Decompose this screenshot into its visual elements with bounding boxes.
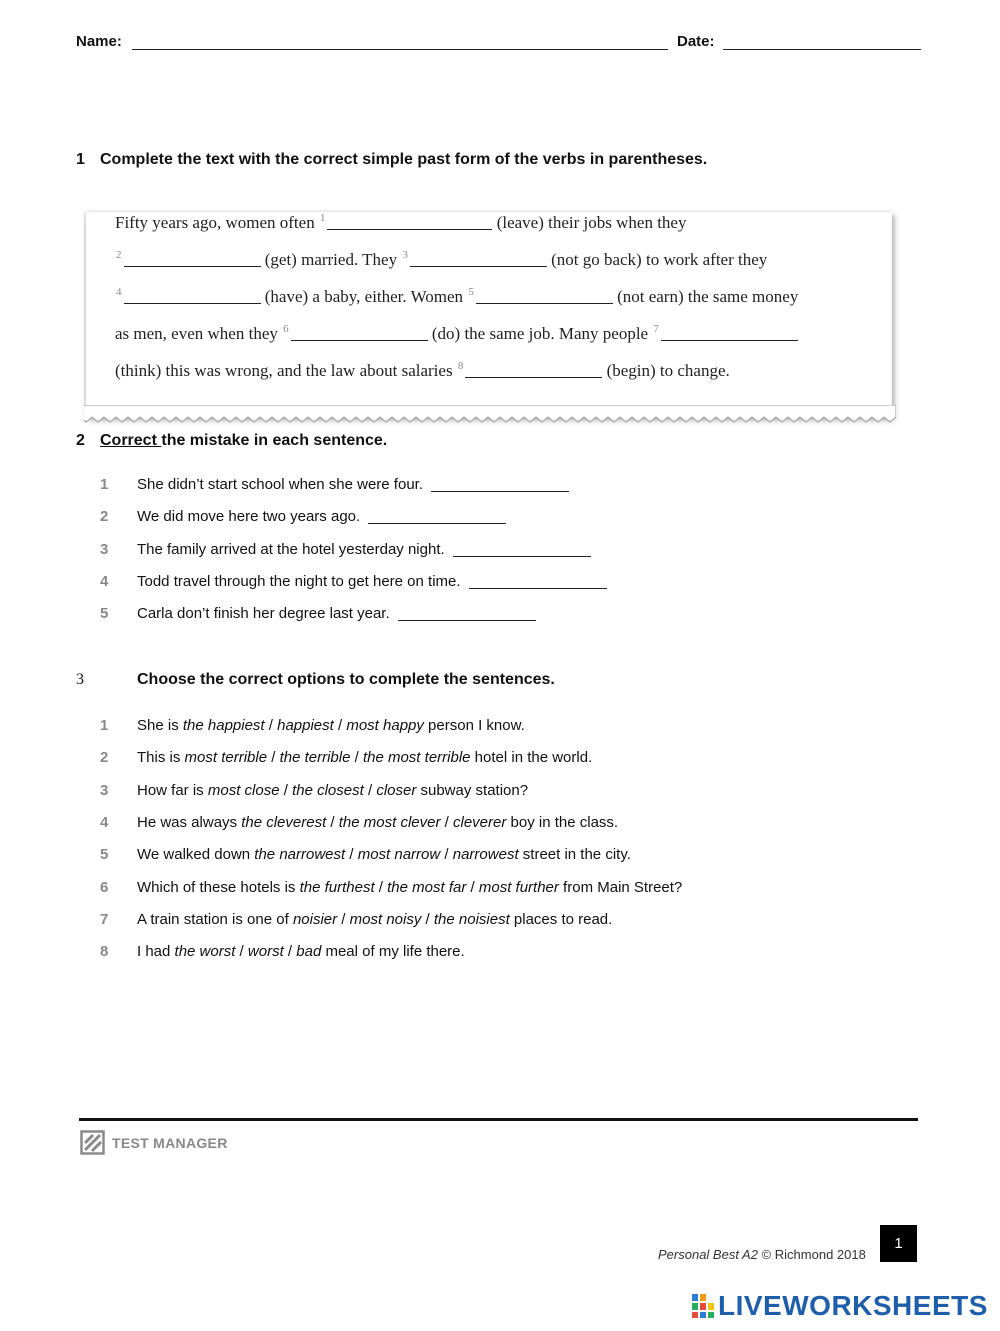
answer-option[interactable]: the noisiest xyxy=(433,910,510,928)
sentence-text: Carla don’t finish her degree last year. xyxy=(137,605,394,623)
item-number: 5 xyxy=(100,605,109,623)
list-item xyxy=(137,541,591,558)
answer-blank[interactable] xyxy=(453,542,591,557)
option-separator: / xyxy=(350,749,363,767)
sentence-text: We did move here two years ago. xyxy=(137,508,365,526)
item-number: 2 xyxy=(100,749,109,767)
answer-option[interactable]: most happy xyxy=(346,717,424,734)
answer-blank[interactable] xyxy=(661,326,798,341)
answer-option[interactable]: the cleverest xyxy=(241,813,327,831)
passage-line xyxy=(115,200,686,237)
test-manager-text: TEST MANAGER xyxy=(112,1135,228,1151)
sentence-start: Which of these hotels is xyxy=(137,878,300,896)
option-separator: / xyxy=(440,846,453,864)
passage-line xyxy=(115,237,767,274)
copyright-text: © Richmond 2018 xyxy=(757,1247,866,1262)
answer-option[interactable]: bad xyxy=(296,943,322,961)
item-number: 4 xyxy=(100,572,109,590)
option-separator: / xyxy=(363,781,377,799)
answer-blank[interactable] xyxy=(291,326,428,341)
option-separator: / xyxy=(345,846,358,864)
section1-title: Complete the text with the correct simple past form of the verbs in parentheses. xyxy=(100,151,708,168)
sentence-start: A train station is one of xyxy=(137,910,293,928)
option-separator: / xyxy=(267,749,280,767)
passage-text: (not go back) to work after they xyxy=(546,250,768,269)
name-field[interactable] xyxy=(132,49,668,50)
item-number: 3 xyxy=(100,540,109,558)
passage-text: (think) this was wrong, and the law about salaries xyxy=(115,361,457,380)
list-item xyxy=(137,573,607,590)
footer-rule xyxy=(79,1118,918,1121)
answer-option[interactable]: most narrow xyxy=(357,846,441,864)
option-separator: / xyxy=(264,717,278,734)
answer-option[interactable]: the most terrible xyxy=(362,749,471,767)
option-separator: / xyxy=(333,717,347,734)
page-number: 1 xyxy=(880,1225,917,1262)
sentence-end: boy in the class. xyxy=(506,813,619,831)
sentence-end: from Main Street? xyxy=(558,878,683,896)
sentence-start: She is xyxy=(137,717,183,734)
item-number: 8 xyxy=(100,943,109,961)
answer-option[interactable]: cleverer xyxy=(453,813,507,831)
option-separator: / xyxy=(279,781,293,799)
sentence-start: This is xyxy=(137,749,185,767)
sentence-end: subway station? xyxy=(416,781,529,799)
list-item xyxy=(137,846,631,863)
passage-text: Fifty years ago, women often xyxy=(115,213,319,232)
answer-option[interactable]: most close xyxy=(207,781,280,799)
option-separator: / xyxy=(374,878,388,896)
answer-option[interactable]: the most far xyxy=(387,878,467,896)
list-item xyxy=(137,943,465,960)
passage-text: (have) a baby, either. Women xyxy=(260,287,468,306)
option-separator: / xyxy=(283,943,297,961)
list-item xyxy=(137,605,536,622)
item-number: 6 xyxy=(100,878,109,896)
sentence-start: He was always xyxy=(137,813,242,831)
list-item xyxy=(137,911,612,928)
gap-number: 4 xyxy=(116,286,122,298)
answer-option[interactable]: the narrowest xyxy=(254,846,346,864)
date-label: Date: xyxy=(677,33,715,50)
torn-edge xyxy=(84,405,896,429)
answer-option[interactable]: most further xyxy=(478,878,559,896)
answer-blank[interactable] xyxy=(410,252,547,267)
passage-line xyxy=(115,311,798,348)
date-field[interactable] xyxy=(723,49,921,50)
sentence-start: We walked down xyxy=(137,846,255,864)
passage-text: as men, even when they xyxy=(115,324,283,343)
answer-blank[interactable] xyxy=(124,289,261,304)
answer-option[interactable]: the closest xyxy=(292,781,364,799)
sentence-text: She didn’t start school when she were four. xyxy=(137,476,428,493)
passage-text: (begin) to change. xyxy=(602,361,730,380)
answer-blank[interactable] xyxy=(469,574,607,589)
list-item xyxy=(137,814,618,831)
answer-option[interactable]: closer xyxy=(376,781,417,799)
sentence-text: Todd travel through the night to get here on time. xyxy=(137,572,465,590)
list-item xyxy=(137,879,682,896)
item-number: 5 xyxy=(100,846,109,864)
section3-title: Choose the correct options to complete the sentences. xyxy=(137,671,555,688)
answer-option[interactable]: the most clever xyxy=(338,813,441,831)
answer-option[interactable]: the terrible xyxy=(279,749,351,767)
passage-line xyxy=(115,348,730,385)
option-separator: / xyxy=(421,910,434,928)
answer-option[interactable]: most noisy xyxy=(349,910,422,928)
liveworksheets-logo xyxy=(692,1290,988,1322)
answer-blank[interactable] xyxy=(124,252,261,267)
sentence-end: hotel in the world. xyxy=(470,749,593,767)
list-item xyxy=(137,476,569,493)
section3-number: 3 xyxy=(76,671,84,688)
item-number: 4 xyxy=(100,813,109,831)
section1-number: 1 xyxy=(76,151,85,168)
section2-title-underlined: Correct xyxy=(100,432,162,449)
passage-line xyxy=(115,274,798,311)
checkbox-logo-icon xyxy=(80,1130,106,1156)
answer-option[interactable]: the happiest xyxy=(182,717,265,734)
liveworksheets-text: LIVEWORKSHEETS xyxy=(718,1290,988,1321)
passage-text: (get) married. They xyxy=(260,250,402,269)
answer-blank[interactable] xyxy=(398,606,536,621)
color-blocks-icon xyxy=(692,1294,714,1318)
gap-number: 2 xyxy=(116,249,122,261)
sentence-end: places to read. xyxy=(509,910,613,928)
option-separator: / xyxy=(326,813,339,831)
copyright xyxy=(658,1247,866,1262)
answer-option[interactable]: the worst xyxy=(174,943,236,961)
section2-number: 2 xyxy=(76,432,85,449)
list-item xyxy=(137,749,592,766)
section2-title-rest: the mistake in each sentence. xyxy=(161,432,388,449)
answer-option[interactable]: noisier xyxy=(292,910,338,928)
sentence-end: person I know. xyxy=(423,717,525,734)
list-item xyxy=(137,508,506,525)
answer-option[interactable]: happiest xyxy=(277,717,334,734)
passage-text: (do) the same job. Many people xyxy=(427,324,653,343)
answer-blank[interactable] xyxy=(327,215,492,230)
item-number: 3 xyxy=(100,781,109,799)
answer-option[interactable]: worst xyxy=(247,943,284,961)
item-number: 2 xyxy=(100,508,109,526)
name-label: Name: xyxy=(76,33,122,50)
option-separator: / xyxy=(337,910,350,928)
book-title: Personal Best A2 xyxy=(658,1247,758,1262)
gap-number: 6 xyxy=(283,323,289,335)
option-separator: / xyxy=(466,878,479,896)
item-number: 1 xyxy=(100,717,109,734)
sentence-text: The family arrived at the hotel yesterday night. xyxy=(137,540,449,558)
answer-blank[interactable] xyxy=(368,509,506,524)
passage-text: (leave) their jobs when they xyxy=(492,213,687,232)
sentence-end: street in the city. xyxy=(518,846,631,864)
test-manager-logo xyxy=(80,1130,228,1156)
option-separator: / xyxy=(440,813,453,831)
answer-blank[interactable] xyxy=(431,477,569,492)
section2-title xyxy=(100,432,387,450)
item-number: 7 xyxy=(100,910,109,928)
answer-option[interactable]: narrowest xyxy=(452,846,519,864)
answer-blank[interactable] xyxy=(476,289,613,304)
sentence-start: I had xyxy=(137,943,175,961)
gap-number: 8 xyxy=(457,360,464,372)
answer-option[interactable]: most terrible xyxy=(184,749,268,767)
item-number: 1 xyxy=(100,476,109,493)
list-item xyxy=(137,782,528,799)
answer-option[interactable]: the furthest xyxy=(299,878,375,896)
gap-number: 3 xyxy=(402,249,408,261)
sentence-end: meal of my life there. xyxy=(321,943,465,961)
gap-number: 7 xyxy=(653,323,659,335)
passage-text: (not earn) the same money xyxy=(612,287,799,306)
gap-number: 1 xyxy=(319,212,326,224)
list-item xyxy=(137,717,525,734)
answer-blank[interactable] xyxy=(465,363,602,378)
gap-number: 5 xyxy=(468,286,474,298)
sentence-start: How far is xyxy=(137,781,208,799)
option-separator: / xyxy=(235,943,248,961)
